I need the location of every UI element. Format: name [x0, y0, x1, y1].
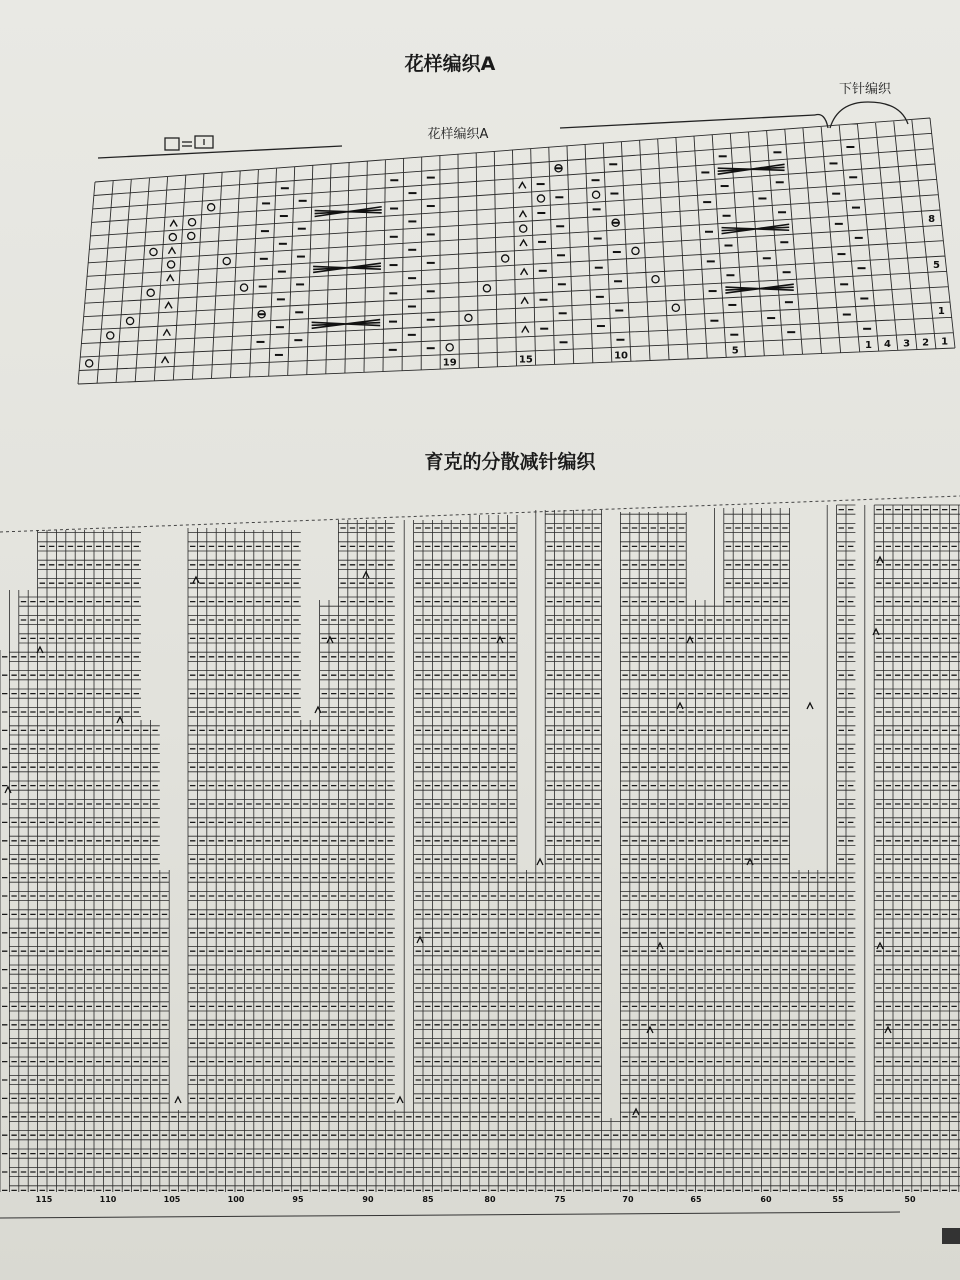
chart-a-column-number: 5 — [731, 345, 739, 357]
chart-b-purl-marks — [2, 510, 960, 1191]
chart-a-grid — [78, 118, 955, 384]
yarn-over-symbol — [537, 195, 544, 202]
pattern-range-line-left — [98, 146, 342, 158]
chart-b-grid — [0, 505, 960, 1192]
yarn-over-symbol — [672, 304, 679, 311]
decrease-symbol — [175, 1097, 181, 1103]
chart-b-top-dashed-line — [0, 496, 960, 532]
yarn-over-symbol — [446, 344, 453, 351]
chart-b-column-number: 60 — [760, 1195, 772, 1204]
decrease-symbol — [807, 703, 813, 709]
chart-a-grid-lines — [78, 118, 955, 384]
yarn-over-symbol — [483, 285, 490, 292]
chart-b-grid-lines — [0, 505, 960, 1192]
chart-a-number-labels — [443, 214, 948, 368]
yarn-over-symbol — [188, 219, 195, 226]
decrease-symbol — [521, 298, 528, 304]
chart-a-column-number: 4 — [884, 339, 892, 351]
chart-b-title: 育克的分散减针编织 — [424, 451, 596, 473]
yarn-over-symbol — [592, 191, 599, 198]
decrease-symbol — [315, 707, 321, 713]
yarn-over-symbol — [502, 255, 509, 262]
decrease-symbol — [163, 330, 170, 336]
yarn-over-symbol — [465, 314, 472, 321]
yarn-over-symbol — [169, 234, 176, 241]
yarn-over-symbol — [126, 317, 133, 324]
chart-b-number-labels — [36, 1195, 916, 1204]
decrease-symbol — [5, 787, 11, 793]
yarn-over-symbol — [208, 204, 215, 211]
decrease-symbol — [537, 859, 543, 865]
decrease-symbol — [877, 943, 883, 949]
yarn-over-symbol — [86, 360, 93, 367]
yarn-over-symbol — [520, 225, 527, 232]
chart-b-column-number: 75 — [554, 1195, 566, 1204]
chart-a-column-number: 1 — [941, 336, 949, 348]
yarn-over-symbol — [652, 276, 659, 283]
chart-a-row-number: 8 — [928, 214, 936, 226]
decrease-symbol — [193, 577, 199, 583]
yarn-over-symbol — [240, 284, 247, 291]
decrease-symbol — [170, 221, 177, 227]
decrease-symbol — [677, 703, 683, 709]
decrease-symbol — [397, 1097, 403, 1103]
decrease-symbol — [885, 1027, 891, 1033]
chart-a-column-number: 19 — [442, 357, 457, 369]
chart-b-column-number: 85 — [422, 1195, 434, 1204]
decrease-symbol — [363, 572, 369, 578]
yarn-over-symbol — [223, 257, 230, 264]
page-edge-mark — [942, 1228, 960, 1244]
chart-a-column-number: 10 — [614, 350, 629, 362]
chart-a-column-number: 15 — [518, 354, 533, 366]
chart-b-column-number: 95 — [292, 1195, 304, 1204]
chart-a-row-number: 1 — [937, 306, 945, 318]
yarn-over-symbol — [107, 332, 114, 339]
chart-b-column-number: 90 — [362, 1195, 374, 1204]
decrease-symbol — [647, 1027, 653, 1033]
chart-b-column-number: 105 — [163, 1195, 181, 1204]
yarn-over-symbol — [188, 232, 195, 239]
chart-a-header — [0, 0, 908, 158]
chart-b-column-number: 110 — [99, 1195, 117, 1204]
stockinette-bracket — [830, 102, 908, 128]
legend-symbol-text: □=□ — [0, 0, 3, 1]
chart-a-column-number: 1 — [865, 339, 872, 351]
yarn-over-symbol — [150, 248, 157, 255]
stockinette-label: 下针编织 — [838, 82, 892, 97]
chart-b-bottom-line — [0, 1212, 900, 1218]
decrease-symbol — [519, 182, 526, 188]
chart-b-column-number: 55 — [832, 1195, 844, 1204]
chart-b-column-number: 50 — [904, 1195, 916, 1204]
legend-symbol — [0, 0, 213, 150]
decrease-symbol — [519, 211, 526, 217]
chart-b-column-number: 115 — [35, 1195, 53, 1204]
chart-b-column-number: 65 — [690, 1195, 702, 1204]
chart-a-column-number: 3 — [903, 338, 911, 350]
chart-b-column-number: 100 — [227, 1195, 245, 1204]
yarn-over-symbol — [167, 261, 174, 268]
legend-empty-square-icon — [165, 138, 179, 150]
chart-a-title: 花样编织A — [404, 53, 496, 75]
yarn-over-symbol — [147, 289, 154, 296]
decrease-symbol — [162, 357, 169, 363]
chart-b-column-number: 70 — [622, 1195, 634, 1204]
decrease-symbol — [167, 275, 174, 281]
decrease-symbol — [168, 248, 175, 254]
yarn-over-symbol — [632, 247, 639, 254]
chart-b-column-number: 80 — [484, 1195, 496, 1204]
decrease-symbol — [417, 937, 423, 943]
chart-a-column-number: 2 — [922, 337, 930, 349]
decrease-symbol — [520, 240, 527, 246]
decrease-symbol — [521, 269, 528, 275]
pattern-a-label: 花样编织A — [427, 127, 489, 142]
decrease-symbol — [522, 327, 529, 333]
chart-a-row-number: 5 — [932, 260, 940, 272]
pattern-range-line-right — [560, 115, 815, 128]
decrease-symbol — [165, 302, 172, 308]
